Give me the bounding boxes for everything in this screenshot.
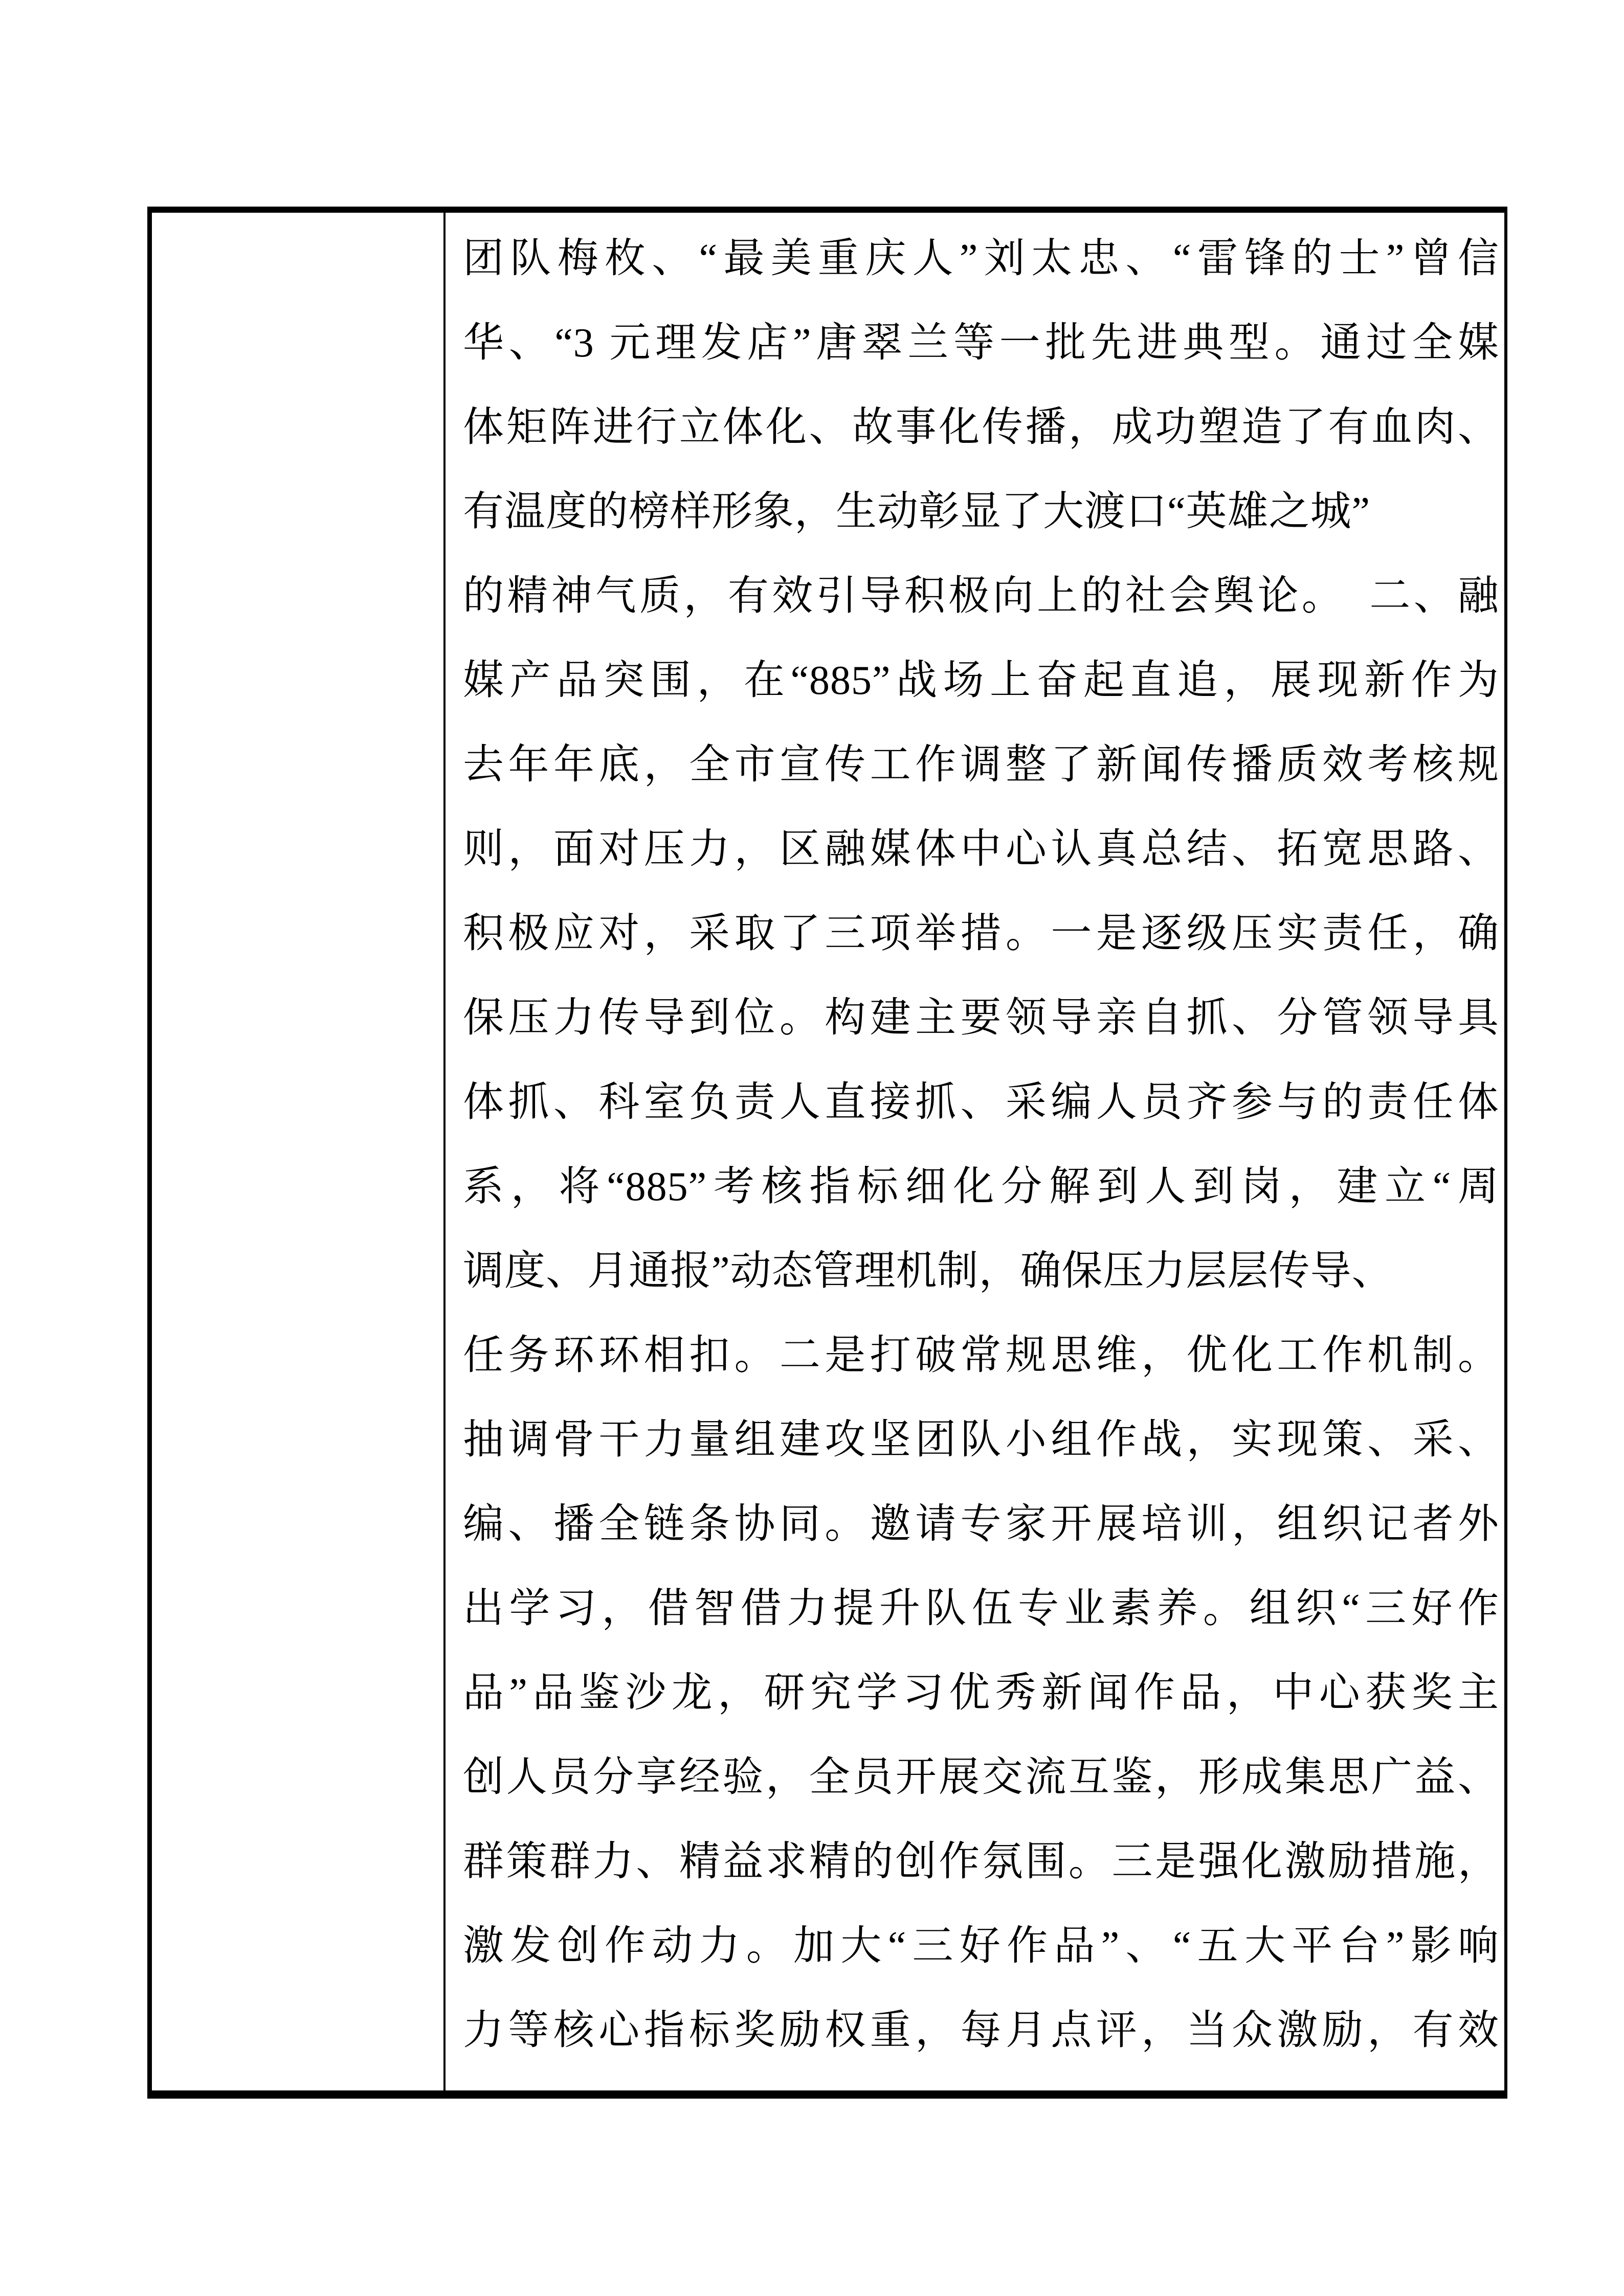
table-cell-text-column [446, 213, 1504, 2090]
text-line: 体抓、科室负责人直接抓、采编人员齐参与的责任体 [463, 1080, 1499, 1125]
text-line: 创人员分享经验，全员开展交流互鉴，形成集思广益、 [463, 1755, 1499, 1800]
text-line: 去年年底，全市宣传工作调整了新闻传播质效考核规 [463, 742, 1499, 787]
text-line: 积极应对，采取了三项举措。一是逐级压实责任，确 [463, 911, 1499, 956]
text-line: 编、播全链条协同。邀请专家开展培训，组织记者外 [463, 1502, 1499, 1547]
text-line: 保压力传导到位。构建主要领导亲自抓、分管领导具 [463, 996, 1499, 1041]
content-table [147, 207, 1507, 2099]
text-line: 力等核心指标奖励权重，每月点评，当众激励，有效 [463, 2008, 1499, 2053]
text-line: 出学习，借智借力提升队伍专业素养。组织“三好作 [463, 1586, 1499, 1631]
text-line: 激发创作动力。加大“三好作品”、“五大平台”影响 [463, 1924, 1499, 1969]
text-line: 任务环环相扣。二是打破常规思维，优化工作机制。 [463, 1333, 1499, 1378]
text-line: 则，面对压力，区融媒体中心认真总结、拓宽思路、 [463, 827, 1499, 872]
table-cell-label-column [152, 213, 446, 2090]
text-line: 体矩阵进行立体化、故事化传播，成功塑造了有血肉、 [463, 405, 1499, 450]
text-line: 群策群力、精益求精的创作氛围。三是强化激励措施， [463, 1839, 1499, 1884]
text-line: 团队梅枚、“最美重庆人”刘太忠、“雷锋的士”曾信 [463, 236, 1499, 281]
text-line: 华、“3 元理发店”唐翠兰等一批先进典型。通过全媒 [463, 321, 1499, 366]
text-line: 媒产品突围，在“885”战场上奋起直追，展现新作为 [463, 658, 1499, 703]
text-line: 系，将“885”考核指标细化分解到人到岗，建立“周 [463, 1164, 1499, 1209]
text-line: 调度、月通报”动态管理机制，确保压力层层传导、 [463, 1249, 1393, 1294]
text-line: 品”品鉴沙龙，研究学习优秀新闻作品，中心获奖主 [463, 1671, 1499, 1716]
text-line: 有温度的榜样形象，生动彰显了大渡口“英雄之城” [463, 489, 1371, 534]
text-line: 抽调骨干力量组建攻坚团队小组作战，实现策、采、 [463, 1417, 1499, 1462]
text-line: 的精神气质，有效引导积极向上的社会舆论。 二、融 [463, 574, 1499, 619]
